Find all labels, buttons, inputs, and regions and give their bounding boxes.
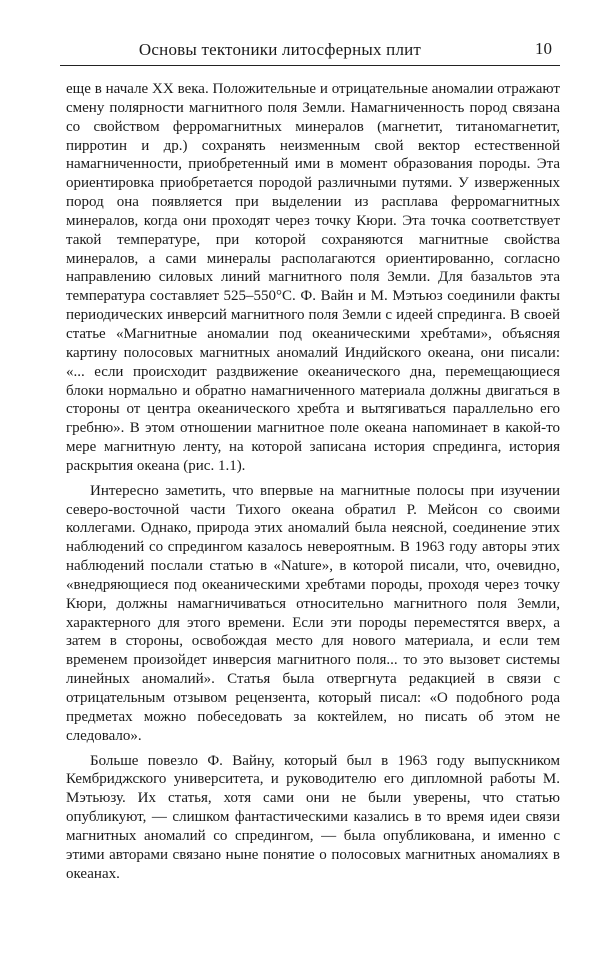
paragraph-vine-matthews: Больше повезло Ф. Вайну, который был в 1963 году выпускником Кембриджского университета, и руководителю его дипломной работы М. Мэтьюзу. Их статья, хотя сами они не были уверены, что статью опубликуют, — слишком фантастическими казались в то время идеи связи магнитных аномалий со спредингом, — была опубликована, и именно с этими авторами связано ныне понятие о полосовых магнитных аномалиях в океанах. [66, 752, 560, 882]
running-header [60, 32, 560, 66]
body-text [66, 80, 560, 883]
running-header-title: Основы тектоники литосферных плит [138, 40, 422, 59]
page-number: 10 [535, 39, 552, 58]
paragraph-mason: Интересно заметить, что впервые на магнитные полосы при изучении северо-восточной части Тихого океана обратил Р. Мейсон со своими коллегами. Однако, природа этих аномалий была неясной, соединение этих наблюдений со спредингом казалось невероятным. В 1963 году авторы этих наблюдений послали статью в «Nature», в которой писали, что, очевидно, «внедряющиеся под океаническими хребтами породы, проходя через точку Кюри, должны намагничиваться относительно магнитного поля Земли, характерного для этого времени. Если эти породы переместятся вверх, а затем в стороны, освобождая место для нового материала, и если тем временем произойдет инверсия магнитного поля... то это вызовет системы линейных аномалий». Статья была отвергнута редакцией в связи с отрицательным отзывом рецензента, который писал: «О подобного рода предметах можно побеседовать за коктейлем, но писать об этом не следовало». [66, 482, 560, 744]
header-rule [60, 65, 560, 66]
paragraph-continuation: еще в начале XX века. Положительные и отрицательные аномалии отражают смену полярности магнитного поля Земли. Намагниченность пород связана со свойством ферромагнитных минералов (магнетит, титаномагнетит, пирротин и др.) сохранять неизменным свой вектор естественной намагниченности, приобретенный ими в момент образования породы. Эта ориентировка приобретается породой различными путями. У изверженных пород она появляется при выделении из расплава ферромагнитных минералов, когда они проходят через точку Кюри. Эта точка соответствует такой температуре, при которой сохраняются магнитные свойства минералов, а сами минералы располагаются ориентированно, согласно направлению силовых линий магнитного поля Земли. Для базальтов эта температура составляет 525–550°С. Ф. Вайн и М. Мэтьюз соединили факты периодических инверсий магнитного поля Земли с идеей спрединга. В своей статье «Магнитные аномалии под океаническими хребтами», объясняя картину полосовых магнитных аномалий Индийского океана, они писали: «... если происходит раздвижение океанического дна, перемещающиеся блоки нормально и обратно намагниченного материала должны двигаться в стороны от центра океанического хребта и вытягиваться параллельно его гребню». В этом отношении магнитное поле океана напоминает в какой-то мере магнитную ленту, на которой записана история спрединга, история раскрытия океана (рис. 1.1). [66, 81, 560, 474]
